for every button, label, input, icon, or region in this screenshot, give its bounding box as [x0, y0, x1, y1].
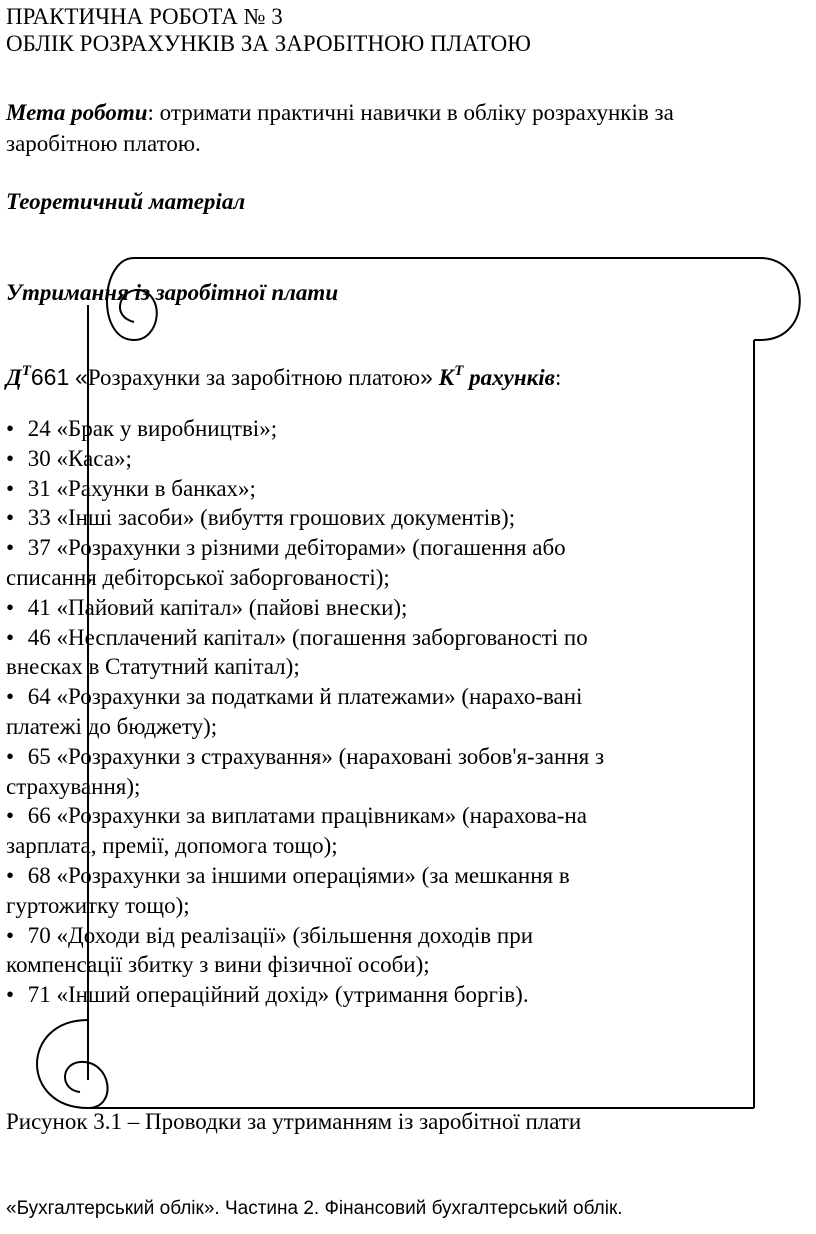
bullet-dot: • [6, 625, 15, 650]
credit-sup: Т [454, 363, 464, 379]
bullet-text: платежі до бюджету); [6, 714, 218, 739]
account-name: Розрахунки за заробітною платою [87, 365, 421, 390]
bullet-text: 31 «Рахунки в банках»; [27, 476, 256, 501]
bullet-line [6, 744, 604, 770]
header-line-2: ОБЛІК РОЗРАХУНКІВ ЗА ЗАРОБІТНОЮ ПЛАТОЮ [6, 31, 531, 56]
bullet-line [6, 833, 338, 859]
quote-open: « [75, 364, 88, 390]
goal-line-1 [6, 100, 674, 126]
figure-caption: Рисунок 3.1 – Проводки за утриманням із заробітної плати [6, 1109, 582, 1134]
bullet-line [6, 535, 566, 561]
bullet-text: 71 «Інший операційний дохід» (утримання боргів). [27, 982, 529, 1007]
bullet-dot: • [6, 476, 15, 501]
bullet-text: списання дебіторської заборгованості); [6, 565, 390, 590]
bullet-dot: • [6, 535, 15, 560]
account-number: 661 [30, 364, 70, 390]
debit-sup: Т [21, 363, 31, 379]
bullet-line [6, 952, 430, 978]
bullet-text: 64 «Розрахунки за податками й платежами» (нарахо-вані [27, 684, 583, 709]
bullet-text: зарплата, премії, допомога тощо); [6, 833, 338, 858]
bullet-dot: • [6, 982, 15, 1007]
bullet-text: 66 «Розрахунки за виплатами працівникам» (нарахова-на [27, 803, 587, 828]
bullet-dot: • [6, 803, 15, 828]
bullet-dot: • [6, 446, 15, 471]
bullet-text: 24 «Брак у виробництві»; [27, 416, 278, 441]
bullet-text: 68 «Розрахунки за іншими операціями» (за мешкання в [27, 863, 570, 888]
entry-colon: : [554, 365, 562, 390]
goal-text-2: заробітною платою. [6, 131, 201, 156]
bullet-line [6, 565, 390, 591]
bullet-dot: • [6, 505, 15, 530]
theory-heading: Теоретичний матеріал [6, 189, 246, 214]
bullet-line [6, 774, 140, 800]
bullet-text: 46 «Несплачений капітал» (погашення заборгованості по [27, 625, 588, 650]
section-heading: Утримання із заробітної плати [6, 280, 339, 305]
bullet-text: внесках в Статутний капітал); [6, 654, 300, 679]
bullet-line [6, 714, 217, 740]
bullet-line [6, 982, 529, 1008]
debit-letter: Д [6, 365, 22, 390]
bullet-line [6, 476, 256, 502]
bullet-line [6, 923, 533, 949]
bullet-line [6, 625, 588, 651]
bullet-line [6, 505, 515, 531]
bullet-text: 37 «Розрахунки з різними дебіторами» (погашення або [27, 535, 566, 560]
bullet-text: страхування); [6, 774, 141, 799]
bullet-line [6, 595, 407, 621]
page-footer: «Бухгалтерський облік». Частина 2. Фінансовий бухгалтерський облік. [6, 1198, 623, 1219]
bullet-text: 65 «Розрахунки з страхування» (нараховані зобов'я-зання з [27, 744, 605, 769]
bullet-text: 30 «Каса»; [27, 446, 132, 471]
bullet-dot: • [6, 923, 15, 948]
bullet-text: 41 «Пайовий капітал» (пайові внески); [27, 595, 408, 620]
entry-line [6, 364, 561, 391]
bullet-line [6, 654, 300, 680]
goal-label: Мета роботи [6, 100, 148, 125]
bullet-text: компенсації збитку з вини фізичної особи); [6, 952, 430, 977]
bullet-line [6, 863, 570, 889]
bullet-dot: • [6, 416, 15, 441]
accounts-word: рахунків [469, 365, 555, 390]
bullet-text: 33 «Інші засоби» (вибуття грошових документів); [27, 505, 516, 530]
credit-letter: К [438, 365, 455, 390]
quote-close: » [420, 364, 433, 390]
bullet-text: гуртожитку тощо); [6, 893, 190, 918]
bullet-dot: • [6, 863, 15, 888]
bullet-text: 70 «Доходи від реалізації» (збільшення доходів при [27, 923, 534, 948]
bullet-dot: • [6, 744, 15, 769]
bullet-dot: • [6, 595, 15, 620]
header-line-1: ПРАКТИЧНА РОБОТА № 3 [6, 4, 283, 29]
bullet-line [6, 446, 132, 472]
bullet-dot: • [6, 684, 15, 709]
bullet-line [6, 803, 587, 829]
bullet-line [6, 684, 582, 710]
bullet-line [6, 893, 190, 919]
goal-text-1: : отримати практичні навички в обліку розрахунків за [147, 100, 674, 125]
bullet-line [6, 416, 277, 442]
